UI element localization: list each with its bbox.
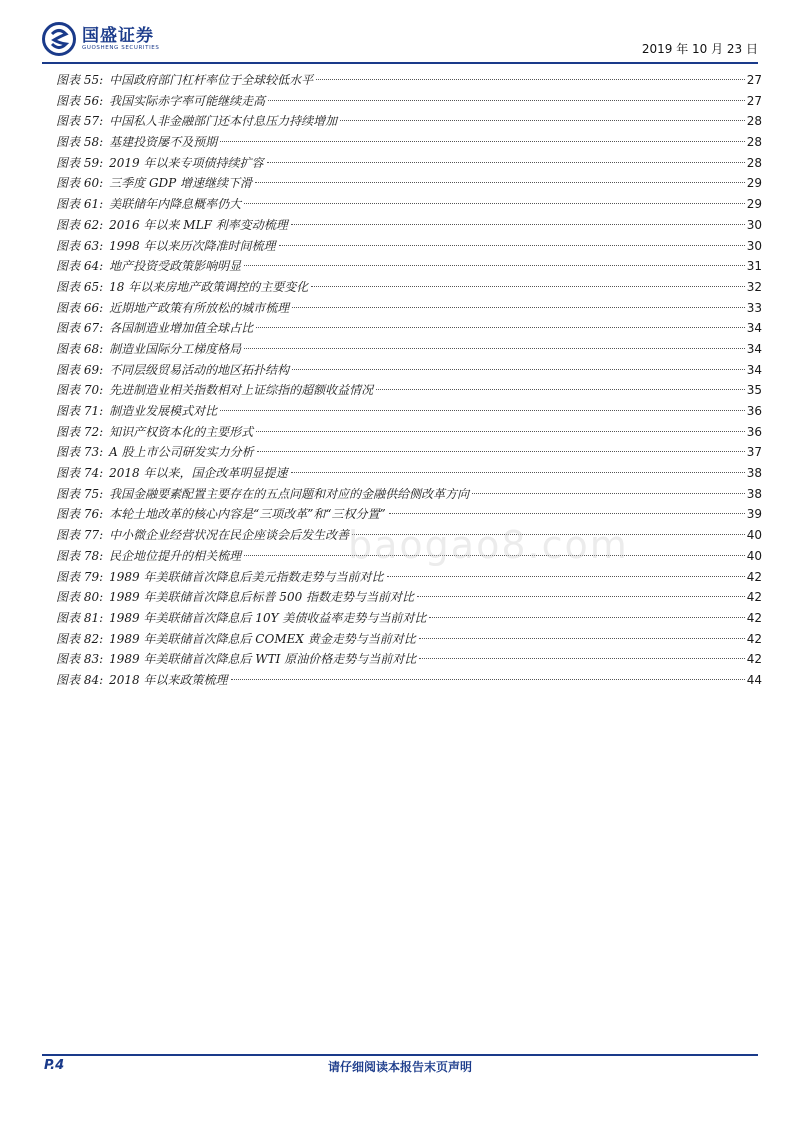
brand-logo <box>42 22 159 56</box>
toc-entry-page: 34 <box>746 362 762 377</box>
toc-entry-label: 图表 59: <box>56 155 104 170</box>
toc-entry-page: 29 <box>746 176 762 191</box>
toc-entry-page: 42 <box>746 590 762 605</box>
toc-leader-dots <box>291 472 745 473</box>
toc-entry-label: 图表 76: <box>56 507 104 522</box>
toc-entry-title: 18 年以来房地产政策调控的主要变化 <box>109 279 309 294</box>
toc-entry-label: 图表 60: <box>56 176 104 191</box>
toc-entry[interactable] <box>56 608 762 629</box>
toc-entry[interactable] <box>56 70 762 91</box>
toc-entry-title: 民企地位提升的相关梳理 <box>109 548 242 563</box>
toc-entry[interactable] <box>56 484 762 505</box>
toc-entry-page: 38 <box>746 466 762 481</box>
toc-leader-dots <box>279 245 745 246</box>
toc-entry-title: 美联储年内降息概率仍大 <box>109 197 242 212</box>
toc-entry-page: 42 <box>746 610 762 625</box>
toc-entry[interactable] <box>56 256 762 277</box>
toc-entry-page: 37 <box>746 445 762 460</box>
toc-entry-page: 28 <box>746 155 762 170</box>
page-number: P.4 <box>44 1058 65 1073</box>
toc-leader-dots <box>231 679 745 680</box>
toc-leader-dots <box>220 141 745 142</box>
toc-leader-dots <box>291 224 745 225</box>
footer-divider <box>42 1054 758 1056</box>
toc-entry[interactable] <box>56 422 762 443</box>
toc-leader-dots <box>257 451 745 452</box>
toc-entry-label: 图表 58: <box>56 135 104 150</box>
toc-entry-page: 44 <box>746 672 762 687</box>
toc-entry-label: 图表 64: <box>56 259 104 274</box>
toc-entry-label: 图表 63: <box>56 238 104 253</box>
page-header <box>42 22 758 62</box>
toc-leader-dots <box>220 410 745 411</box>
toc-entry-title: 先进制造业相关指数相对上证综指的超额收益情况 <box>109 383 374 398</box>
toc-entry-page: 42 <box>746 631 762 646</box>
toc-leader-dots <box>256 431 745 432</box>
brand-name: 国盛证券 <box>82 26 154 46</box>
toc-entry-page: 30 <box>746 238 762 253</box>
toc-entry-page: 34 <box>746 341 762 356</box>
toc-leader-dots <box>311 286 744 287</box>
toc-leader-dots <box>244 203 745 204</box>
toc-entry-page: 34 <box>746 321 762 336</box>
toc-entry[interactable] <box>56 194 762 215</box>
toc-entry-title: 制造业发展模式对比 <box>109 404 218 418</box>
toc-entry-label: 图表 79: <box>56 569 104 584</box>
toc-entry[interactable] <box>56 91 762 112</box>
toc-entry-label: 图表 62: <box>56 217 104 232</box>
toc-leader-dots <box>267 162 745 163</box>
toc-entry-title: 2016 年以来 MLF 利率变动梳理 <box>109 217 288 232</box>
toc-entry-label: 图表 78: <box>56 548 104 563</box>
toc-leader-dots <box>387 576 745 577</box>
toc-entry[interactable] <box>56 629 762 650</box>
toc-entry-page: 38 <box>746 486 762 501</box>
toc-entry-title: 制造业国际分工梯度格局 <box>109 341 242 356</box>
toc-entry-title: 不同层级贸易活动的地区拓扑结构 <box>109 362 290 377</box>
toc-leader-dots <box>256 327 745 328</box>
toc-entry-page: 30 <box>746 217 762 232</box>
toc-entry-title: A 股上市公司研发实力分析 <box>109 445 254 460</box>
report-date: 2019 年 10 月 23 日 <box>641 42 758 56</box>
toc-leader-dots <box>419 638 745 639</box>
toc-leader-dots <box>255 182 745 183</box>
toc-entry-label: 图表 56: <box>56 93 104 108</box>
toc-entry[interactable] <box>56 339 762 360</box>
toc-entry[interactable] <box>56 401 762 422</box>
toc-entry-label: 图表 77: <box>56 528 104 543</box>
toc-entry-title: 我国实际赤字率可能继续走高 <box>109 93 266 108</box>
figure-index <box>56 70 762 691</box>
toc-entry-label: 图表 55: <box>56 73 104 87</box>
toc-entry-page: 28 <box>746 114 762 129</box>
toc-entry[interactable] <box>56 670 762 691</box>
toc-entry[interactable] <box>56 277 762 298</box>
toc-entry-label: 图表 57: <box>56 114 104 129</box>
toc-entry-page: 29 <box>746 197 762 212</box>
toc-entry-title: 中小微企业经营状况在民企座谈会后发生改善 <box>109 528 350 543</box>
toc-leader-dots <box>268 100 745 101</box>
toc-entry-label: 图表 84: <box>56 672 104 687</box>
toc-entry[interactable] <box>56 298 762 319</box>
toc-entry-title: 三季度 GDP 增速继续下滑 <box>109 176 253 191</box>
toc-entry[interactable] <box>56 567 762 588</box>
toc-entry-page: 40 <box>746 548 762 563</box>
toc-entry[interactable] <box>56 236 762 257</box>
toc-entry-title: 中国私人非金融部门还本付息压力持续增加 <box>109 114 338 129</box>
toc-entry[interactable] <box>56 360 762 381</box>
toc-entry-label: 图表 71: <box>56 404 104 418</box>
toc-entry-label: 图表 80: <box>56 590 104 605</box>
toc-entry-title: 2019 年以来专项债持续扩容 <box>109 155 264 170</box>
header-divider <box>42 62 758 64</box>
toc-entry-label: 图表 70: <box>56 383 104 398</box>
toc-entry-page: 40 <box>746 528 762 543</box>
toc-leader-dots <box>419 658 745 659</box>
toc-entry-label: 图表 74: <box>56 466 104 481</box>
toc-entry-title: 2018 年以来，国企改革明显提速 <box>109 466 288 481</box>
toc-leader-dots <box>340 120 745 121</box>
toc-entry[interactable] <box>56 380 762 401</box>
toc-entry-page: 36 <box>746 404 762 418</box>
toc-leader-dots <box>292 369 745 370</box>
toc-entry-label: 图表 73: <box>56 445 104 460</box>
watermark: baogao8.com <box>348 523 629 567</box>
toc-entry[interactable] <box>56 649 762 670</box>
toc-entry-label: 图表 69: <box>56 362 104 377</box>
toc-entry-page: 28 <box>746 135 762 150</box>
toc-leader-dots <box>472 493 745 494</box>
toc-entry-title: 1989 年美联储首次降息后 10Y 美债收益率走势与当前对比 <box>109 610 427 625</box>
toc-entry-page: 39 <box>746 507 762 522</box>
toc-entry-title: 2018 年以来政策梳理 <box>109 672 228 687</box>
toc-entry-page: 35 <box>746 383 762 398</box>
toc-leader-dots <box>316 79 745 80</box>
toc-entry-label: 图表 81: <box>56 610 104 625</box>
toc-entry-page: 36 <box>746 424 762 439</box>
toc-entry-label: 图表 72: <box>56 424 104 439</box>
toc-leader-dots <box>244 265 745 266</box>
toc-entry-label: 图表 65: <box>56 279 104 294</box>
toc-entry-title: 中国政府部门杠杆率位于全球较低水平 <box>109 73 314 87</box>
toc-entry-label: 图表 82: <box>56 631 104 646</box>
toc-entry[interactable] <box>56 132 762 153</box>
toc-leader-dots <box>389 513 745 514</box>
toc-entry[interactable] <box>56 215 762 236</box>
toc-entry-title: 地产投资受政策影响明显 <box>109 259 242 274</box>
toc-entry-title: 各国制造业增加值全球占比 <box>109 321 254 336</box>
brand-emblem-icon <box>42 22 76 56</box>
toc-entry-title: 基建投资屡不及预期 <box>109 135 218 150</box>
toc-entry-page: 32 <box>746 279 762 294</box>
toc-entry-title: 1989 年美联储首次降息后 WTI 原油价格走势与当前对比 <box>109 652 417 667</box>
toc-entry-title: 本轮土地改革的核心内容是“三项改革”和“三权分置” <box>109 507 386 522</box>
toc-leader-dots <box>417 596 745 597</box>
toc-entry[interactable] <box>56 111 762 132</box>
toc-leader-dots <box>376 389 745 390</box>
toc-entry-label: 图表 83: <box>56 652 104 667</box>
toc-entry[interactable] <box>56 318 762 339</box>
toc-entry[interactable] <box>56 442 762 463</box>
toc-entry-label: 图表 75: <box>56 486 104 501</box>
toc-entry[interactable] <box>56 173 762 194</box>
toc-entry-title: 1989 年美联储首次降息后标普 500 指数走势与当前对比 <box>109 590 415 605</box>
toc-entry-title: 1989 年美联储首次降息后 COMEX 黄金走势与当前对比 <box>109 631 416 646</box>
toc-entry-label: 图表 67: <box>56 321 104 336</box>
toc-entry[interactable] <box>56 153 762 174</box>
toc-entry-title: 近期地产政策有所放松的城市梳理 <box>109 300 290 315</box>
toc-leader-dots <box>292 307 745 308</box>
toc-entry-title: 1989 年美联储首次降息后美元指数走势与当前对比 <box>109 569 384 584</box>
toc-entry-label: 图表 68: <box>56 341 104 356</box>
toc-entry-title: 我国金融要素配置主要存在的五点问题和对应的金融供给侧改革方向 <box>109 486 470 501</box>
brand-name-en: GUOSHENG SECURITIES <box>82 45 160 51</box>
toc-entry-page: 42 <box>746 569 762 584</box>
toc-entry-title: 1998 年以来历次降准时间梳理 <box>109 238 276 253</box>
toc-entry-page: 42 <box>746 652 762 667</box>
toc-leader-dots <box>244 348 745 349</box>
disclaimer-note: 请仔细阅读本报告末页声明 <box>327 1060 472 1074</box>
toc-entry[interactable] <box>56 463 762 484</box>
toc-entry-label: 图表 61: <box>56 197 104 212</box>
toc-entry-page: 27 <box>746 93 762 108</box>
toc-entry-title: 知识产权资本化的主要形式 <box>109 424 254 439</box>
toc-entry-page: 31 <box>746 259 762 274</box>
toc-entry[interactable] <box>56 587 762 608</box>
toc-entry-page: 27 <box>746 73 762 87</box>
toc-leader-dots <box>429 617 744 618</box>
toc-entry-page: 33 <box>746 300 762 315</box>
toc-entry-label: 图表 66: <box>56 300 104 315</box>
